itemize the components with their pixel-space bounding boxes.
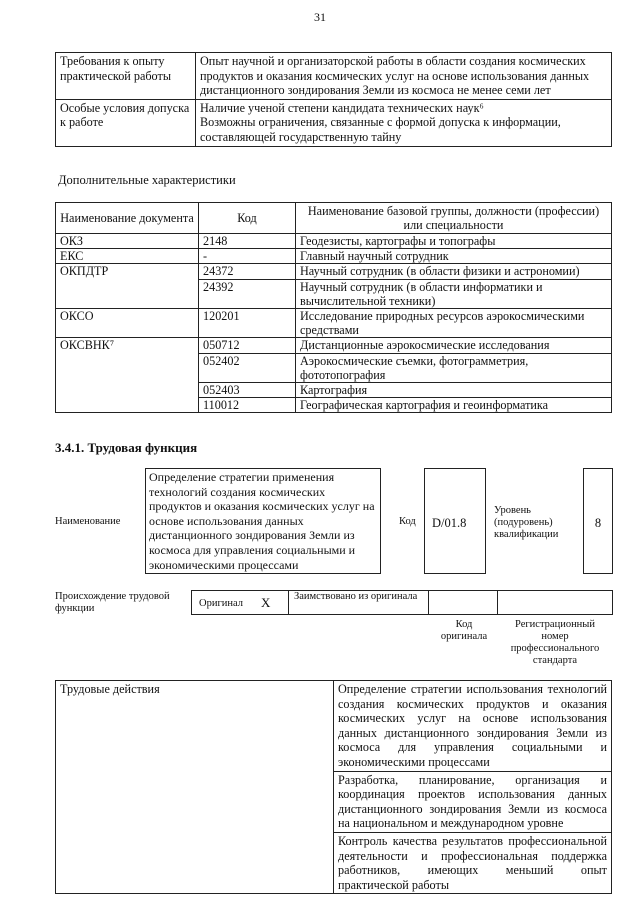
characteristics-table (55, 202, 612, 413)
code-cell: 052402 (199, 353, 296, 382)
code-label: Код (399, 516, 416, 527)
name-cell: Главный научный сотрудник (296, 249, 612, 264)
original-mark: X (261, 595, 271, 610)
code-original-label: Код оригинала (440, 619, 488, 642)
doc-cell: ОКПДТР (56, 264, 199, 309)
table-row (56, 681, 612, 772)
original-label: Оригинал (199, 598, 243, 609)
additional-title: Дополнительные характеристики (58, 173, 236, 187)
name-cell: Научный сотрудник (в области физики и астрономии) (296, 264, 612, 279)
requirements-table (55, 52, 612, 147)
table-row (56, 53, 612, 100)
level-box: 8 (583, 468, 613, 574)
requirement-label: Особые условия допуска к работе (56, 99, 196, 146)
borrowed-label: Заимствовано из оригинала (294, 591, 418, 602)
requirement-value: Наличие ученой степени кандидата технических наук⁶ Возможны ограничения, связанные с формой допуска к информации, составляющей государственную тайну (196, 99, 612, 146)
labor-action-item: Разработка, планирование, организация и координация проектов использования данных дистанционного зондирования Земли из космоса на национальном и международном уровне (334, 771, 612, 832)
code-cell: 2148 (199, 234, 296, 249)
code-cell: 24372 (199, 264, 296, 279)
table-row (56, 249, 612, 264)
column-header: Наименование документа (56, 203, 199, 234)
column-header: Код (199, 203, 296, 234)
code-cell: - (199, 249, 296, 264)
table-row (56, 99, 612, 146)
divider (288, 590, 289, 615)
table-row (56, 338, 612, 353)
doc-cell: ЕКС (56, 249, 199, 264)
name-cell: Дистанционные аэрокосмические исследования (296, 338, 612, 353)
name-label: Наименование (55, 516, 121, 527)
function-name-box: Определение стратегии применения технологий создания космических продуктов и оказания космических услуг на основе использования данных дистанционного зондирования Земли из космоса для управления социальными и экономическими процессами (145, 468, 381, 574)
table-row (56, 234, 612, 249)
reg-number-label: Регистрационный номер профессионального стандарта (510, 619, 600, 666)
labor-action-item: Определение стратегии использования технологий создания космических продуктов и оказания космических услуг на основе использования данных дистанционного зондирования Земли из космоса для управления социальными и экономическими процессами (334, 681, 612, 772)
code-cell: 24392 (199, 279, 296, 308)
labor-action-item: Контроль качества результатов профессиональной деятельности и профессиональная поддержка работников, имеющих меньший опыт практической работы (334, 832, 612, 893)
divider (428, 590, 429, 615)
table-row (56, 264, 612, 279)
labor-actions-label: Трудовые действия (56, 681, 334, 894)
requirement-value: Опыт научной и организаторской работы в области создания космических продуктов и оказания космических услуг на основе использования данных дистанционного зондирования Земли из космоса не менее семи лет (196, 53, 612, 100)
labor-actions-table (55, 680, 612, 894)
table-row (56, 309, 612, 338)
code-cell: 052403 (199, 383, 296, 398)
origin-label: Происхождение трудовой функции (55, 591, 170, 614)
doc-cell: ОКСО (56, 309, 199, 338)
name-cell: Исследование природных ресурсов аэрокосмическими средствами (296, 309, 612, 338)
code-cell: 050712 (199, 338, 296, 353)
name-cell: Географическая картография и геоинформатика (296, 398, 612, 413)
page-number: 31 (314, 10, 326, 24)
requirement-label: Требования к опыту практической работы (56, 53, 196, 100)
code-cell: 120201 (199, 309, 296, 338)
name-cell: Картография (296, 383, 612, 398)
function-code-box: D/01.8 (424, 468, 486, 574)
name-cell: Аэрокосмические съемки, фотограмметрия, фототопография (296, 353, 612, 382)
column-header: Наименование базовой группы, должности (профессии) или специальности (296, 203, 612, 234)
name-cell: Научный сотрудник (в области информатики и вычислительной техники) (296, 279, 612, 308)
code-cell: 110012 (199, 398, 296, 413)
name-cell: Геодезисты, картографы и топографы (296, 234, 612, 249)
section-title: 3.4.1. Трудовая функция (55, 440, 198, 455)
table-header-row (56, 203, 612, 234)
doc-cell: ОКЗ (56, 234, 199, 249)
level-label: Уровень (подуровень) квалификации (494, 505, 559, 540)
doc-cell: ОКСВНК⁷ (56, 338, 199, 413)
divider (497, 590, 498, 615)
